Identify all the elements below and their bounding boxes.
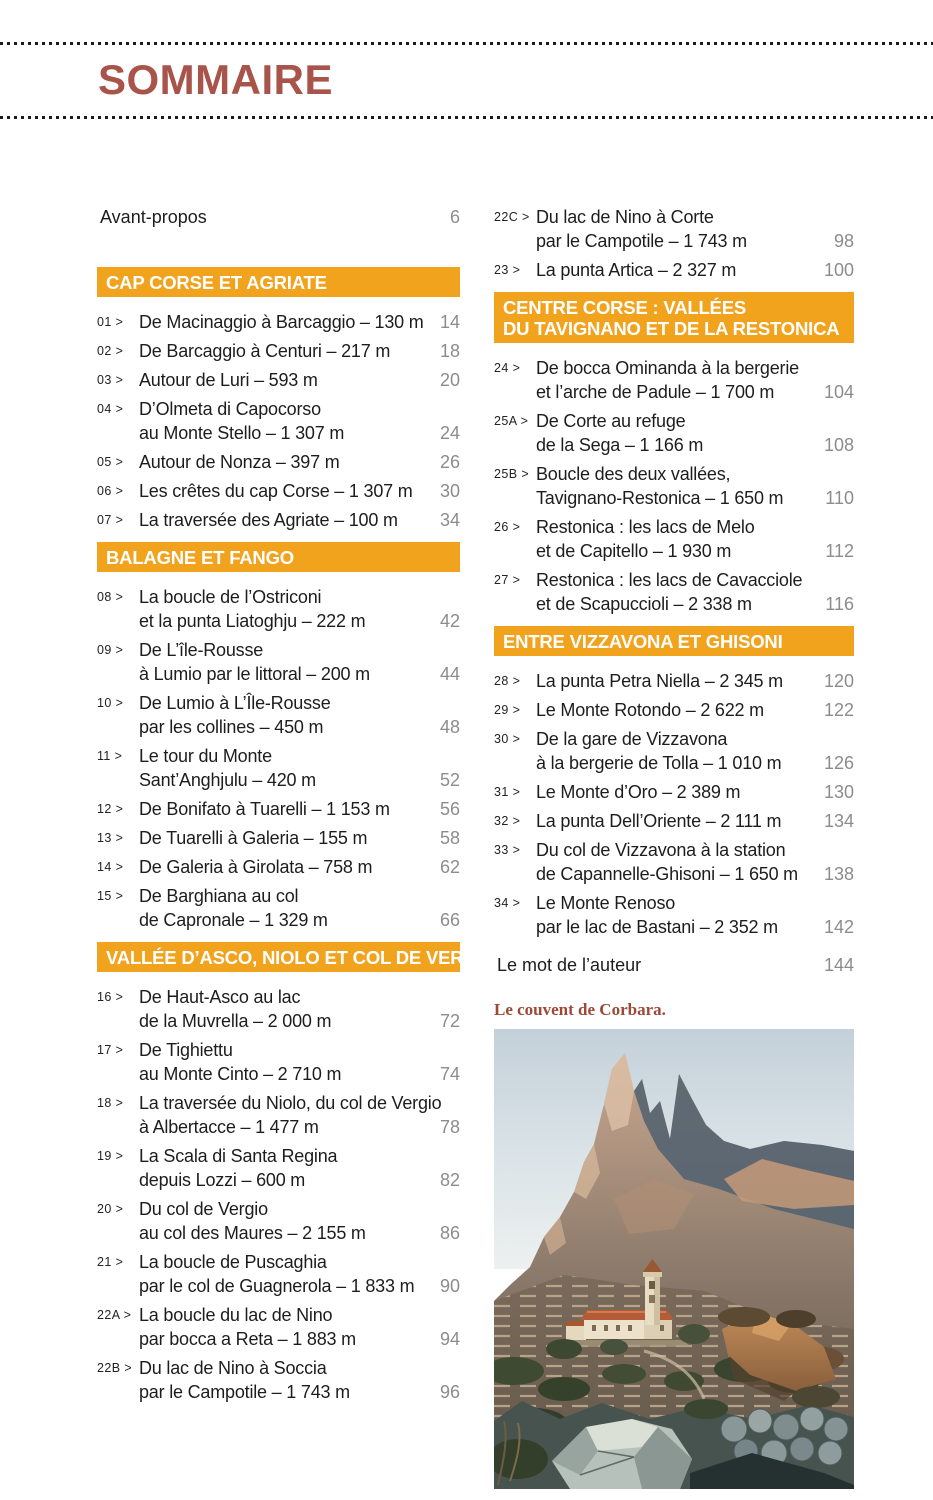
toc-column-right: [494, 205, 854, 1489]
entry-title-line: à Lumio par le littoral – 200 m: [139, 664, 370, 684]
entry-title: [139, 1197, 432, 1245]
entry-title: [139, 884, 432, 932]
entry-number: 04 >: [97, 402, 124, 416]
entry-number: 11 >: [97, 749, 123, 763]
entry-title: [536, 698, 816, 722]
front-matter-row: [100, 205, 460, 229]
entry-title-line: par le col de Guagnerola – 1 833 m: [139, 1276, 415, 1296]
entry-title-line: De Corte au refuge: [536, 411, 686, 431]
entry-number: 20 >: [97, 1202, 124, 1216]
entry-number: 28 >: [494, 674, 521, 688]
photo-illustration: [494, 1029, 854, 1489]
entry-title-line: de la Muvrella – 2 000 m: [139, 1011, 332, 1031]
toc-entry: [494, 727, 854, 775]
entry-title: [536, 515, 817, 563]
entry-title-line: De Bonifato à Tuarelli – 1 153 m: [139, 799, 390, 819]
entry-title-line: La punta Dell’Oriente – 2 111 m: [536, 811, 782, 831]
toc-entry: [97, 1356, 460, 1404]
entry-number: 18 >: [97, 1096, 124, 1110]
section-header-balagne: [97, 542, 460, 572]
toc-entry: [494, 258, 854, 282]
entry-title: [139, 691, 432, 739]
entry-page-number: 18: [439, 341, 460, 361]
entry-title-line: La traversée du Niolo, du col de Vergio: [139, 1093, 442, 1113]
toc-entry: [494, 205, 854, 253]
toc-entry: [97, 1303, 460, 1351]
entry-number: 22A >: [97, 1308, 132, 1322]
entry-page-number: 72: [439, 1011, 460, 1031]
entry-page-number: 98: [833, 231, 854, 251]
entry-title-line: La boucle de Puscaghia: [139, 1252, 327, 1272]
entry-title: [139, 585, 432, 633]
author-note-row: [497, 953, 854, 977]
section-header-line: BALAGNE ET FANGO: [106, 547, 294, 568]
toc-entry: [494, 568, 854, 616]
entry-page-number: 142: [823, 917, 854, 937]
entry-title: [536, 891, 816, 939]
page-title: SOMMAIRE: [98, 56, 333, 103]
entry-page-number: 120: [823, 671, 854, 691]
entry-page-number: 138: [823, 864, 854, 884]
entry-title-line: par le Campotile – 1 743 m: [536, 231, 747, 251]
entry-title: [536, 838, 816, 886]
entry-number: 26 >: [494, 520, 521, 534]
toc-entry: [97, 585, 460, 633]
entry-title-line: à la bergerie de Tolla – 1 010 m: [536, 753, 782, 773]
entry-title: [536, 356, 816, 404]
photo-couvent-corbara: [494, 1029, 854, 1489]
entry-number: 07 >: [97, 513, 124, 527]
entry-title: [139, 397, 432, 445]
entry-title: [139, 1250, 432, 1298]
entry-title-line: De Galeria à Girolata – 758 m: [139, 857, 373, 877]
entry-title: [536, 809, 816, 833]
entry-title-line: De bocca Ominanda à la bergerie: [536, 358, 799, 378]
entry-page-number: 24: [439, 423, 460, 443]
entry-title-line: De Macinaggio à Barcaggio – 130 m: [139, 312, 424, 332]
entry-title-line: Du col de Vizzavona à la station: [536, 840, 786, 860]
toc-entry: [97, 479, 460, 503]
entry-number: 02 >: [97, 344, 124, 358]
toc-entry: [494, 669, 854, 693]
entry-page-number: 108: [823, 435, 854, 455]
entry-title-line: Boucle des deux vallées,: [536, 464, 731, 484]
entry-title-line: Le tour du Monte: [139, 746, 272, 766]
toc-entry: [97, 397, 460, 445]
toc-entry: [97, 1197, 460, 1245]
entry-number: 06 >: [97, 484, 124, 498]
entry-title-line: au Monte Cinto – 2 710 m: [139, 1064, 342, 1084]
entry-number: 14 >: [97, 860, 124, 874]
entry-title-line: Restonica : les lacs de Cavacciole: [536, 570, 803, 590]
toc-entry: [97, 744, 460, 792]
entry-title-line: à Albertacce – 1 477 m: [139, 1117, 319, 1137]
entry-page-number: 74: [439, 1064, 460, 1084]
entry-title: [139, 826, 432, 850]
entry-title-line: Autour de Luri – 593 m: [139, 370, 318, 390]
toc-entry: [494, 838, 854, 886]
entry-title-line: Restonica : les lacs de Melo: [536, 517, 755, 537]
toc-entry: [97, 508, 460, 532]
author-note-label: Le mot de l’auteur: [497, 955, 642, 975]
entry-title-line: par les collines – 450 m: [139, 717, 324, 737]
entry-number: 16 >: [97, 990, 124, 1004]
toc-entry: [97, 1250, 460, 1298]
entry-title: [139, 339, 432, 363]
entry-title: [536, 568, 817, 616]
entry-number: 27 >: [494, 573, 521, 587]
entry-title: [139, 985, 432, 1033]
entry-title-line: La boucle de l’Ostriconi: [139, 587, 322, 607]
entry-title-line: De Haut-Asco au lac: [139, 987, 301, 1007]
front-matter-label: Avant-propos: [100, 207, 207, 227]
entry-number: 13 >: [97, 831, 124, 845]
entry-page-number: 116: [825, 594, 854, 614]
entry-number: 01 >: [97, 315, 124, 329]
section-header-centre-corse: [494, 292, 854, 343]
entry-title-line: et de Capitello – 1 930 m: [536, 541, 732, 561]
toc-entry: [97, 1144, 460, 1192]
entry-title-line: Autour de Nonza – 397 m: [139, 452, 340, 472]
entry-title: [139, 368, 432, 392]
entry-page-number: 34: [439, 510, 460, 530]
toc-entry: [97, 1091, 460, 1139]
entry-page-number: 100: [823, 260, 854, 280]
entry-page-number: 52: [439, 770, 460, 790]
entry-title-line: De la gare de Vizzavona: [536, 729, 728, 749]
entry-page-number: 82: [439, 1170, 460, 1190]
entry-number: 25B >: [494, 467, 530, 481]
front-matter-page-number: 6: [449, 207, 460, 227]
toc-entry: [97, 826, 460, 850]
entry-page-number: 126: [823, 753, 854, 773]
toc-entry: [97, 310, 460, 334]
entry-page-number: 110: [825, 488, 854, 508]
entry-title: [139, 744, 432, 792]
entry-number: 32 >: [494, 814, 521, 828]
toc-column-left: [97, 205, 497, 1489]
entry-title-line: La punta Petra Niella – 2 345 m: [536, 671, 783, 691]
dotted-rule-bottom: [0, 116, 933, 119]
entry-page-number: 44: [439, 664, 460, 684]
section-header-cap-corse: [97, 267, 460, 297]
entry-title-line: de Capronale – 1 329 m: [139, 910, 328, 930]
entry-title: [139, 479, 432, 503]
entry-page-number: 14: [439, 312, 460, 332]
toc-entry: [97, 638, 460, 686]
entry-number: 24 >: [494, 361, 521, 375]
toc-entry: [494, 809, 854, 833]
entry-number: 34 >: [494, 896, 521, 910]
entry-title-line: par le lac de Bastani – 2 352 m: [536, 917, 778, 937]
entry-title-line: De Barcaggio à Centuri – 217 m: [139, 341, 391, 361]
toc-entry: [494, 356, 854, 404]
entry-page-number: 48: [439, 717, 460, 737]
entry-number: 17 >: [97, 1043, 124, 1057]
entry-title: [139, 1091, 442, 1139]
entry-number: 22B >: [97, 1361, 133, 1375]
entry-title: [139, 310, 432, 334]
entry-page-number: 96: [439, 1382, 460, 1402]
toc-entry: [97, 450, 460, 474]
entry-number: 15 >: [97, 889, 124, 903]
entry-title: [139, 1144, 432, 1192]
entry-title-line: La boucle du lac de Nino: [139, 1305, 333, 1325]
entry-title: [536, 205, 826, 253]
entry-title: [139, 1038, 432, 1086]
entry-page-number: 66: [439, 910, 460, 930]
entry-title-line: La punta Artica – 2 327 m: [536, 260, 737, 280]
entry-title: [536, 258, 816, 282]
entry-page-number: 30: [439, 481, 460, 501]
toc-entry: [494, 515, 854, 563]
entry-title: [139, 638, 432, 686]
entry-title-line: Du lac de Nino à Corte: [536, 207, 714, 227]
entry-title-line: et de Scapuccioli – 2 338 m: [536, 594, 752, 614]
entry-title-line: De Lumio à L’Île-Rousse: [139, 693, 331, 713]
entry-title-line: Du lac de Nino à Soccia: [139, 1358, 327, 1378]
entry-page-number: 122: [823, 700, 854, 720]
entry-page-number: 112: [825, 541, 854, 561]
entry-page-number: 104: [823, 382, 854, 402]
entry-title-line: et la punta Liatoghju – 222 m: [139, 611, 366, 631]
toc-entry: [97, 368, 460, 392]
entry-title-line: de la Sega – 1 166 m: [536, 435, 704, 455]
entry-page-number: 134: [823, 811, 854, 831]
toc-entry: [494, 698, 854, 722]
entry-number: 21 >: [97, 1255, 124, 1269]
entry-title-line: au col des Maures – 2 155 m: [139, 1223, 366, 1243]
entry-title-line: depuis Lozzi – 600 m: [139, 1170, 306, 1190]
entry-title-line: au Monte Stello – 1 307 m: [139, 423, 345, 443]
toc-entry: [494, 462, 854, 510]
toc-entry: [97, 691, 460, 739]
entry-number: 29 >: [494, 703, 521, 717]
entry-page-number: 26: [439, 452, 460, 472]
toc-entry: [97, 855, 460, 879]
entry-title-line: et l’arche de Padule – 1 700 m: [536, 382, 775, 402]
section-header-line: CENTRE CORSE : VALLÉES: [503, 297, 746, 318]
entry-title-line: De Tuarelli à Galeria – 155 m: [139, 828, 368, 848]
entry-title-line: La traversée des Agriate – 100 m: [139, 510, 398, 530]
entry-number: 23 >: [494, 263, 521, 277]
entry-title-line: De L’île-Rousse: [139, 640, 264, 660]
entry-number: 22C >: [494, 210, 530, 224]
entry-title: [139, 855, 432, 879]
toc-entry: [97, 797, 460, 821]
entry-number: 09 >: [97, 643, 124, 657]
entry-title-line: Le Monte d’Oro – 2 389 m: [536, 782, 741, 802]
entry-page-number: 90: [439, 1276, 460, 1296]
entry-page-number: 62: [439, 857, 460, 877]
entry-title: [536, 727, 816, 775]
section-header-vizzavona: [494, 626, 854, 656]
entry-number: 25A >: [494, 414, 529, 428]
section-header-line: CAP CORSE ET AGRIATE: [106, 272, 327, 293]
section-header-vallee-asco: [97, 942, 497, 972]
entry-page-number: 42: [439, 611, 460, 631]
entry-title-line: Le Monte Renoso: [536, 893, 676, 913]
toc-entry: [494, 409, 854, 457]
entry-number: 03 >: [97, 373, 124, 387]
entry-page-number: 86: [439, 1223, 460, 1243]
toc-columns: [97, 205, 854, 1489]
entry-title-line: Tavignano-Restonica – 1 650 m: [536, 488, 784, 508]
author-note-page-number: 144: [823, 955, 854, 975]
entry-number: 31 >: [494, 785, 521, 799]
entry-title-line: par le Campotile – 1 743 m: [139, 1382, 350, 1402]
toc-entry: [97, 884, 460, 932]
entry-title: [139, 1303, 432, 1351]
entry-page-number: 94: [439, 1329, 460, 1349]
entry-number: 10 >: [97, 696, 124, 710]
entry-number: 33 >: [494, 843, 521, 857]
entry-page-number: 78: [439, 1117, 460, 1137]
entry-title: [536, 780, 816, 804]
entry-title: [139, 508, 432, 532]
entry-title: [139, 797, 432, 821]
entry-page-number: 56: [439, 799, 460, 819]
dotted-rule-top: [0, 42, 933, 45]
toc-entry: [494, 780, 854, 804]
entry-title-line: Du col de Vergio: [139, 1199, 268, 1219]
section-header-line: ENTRE VIZZAVONA ET GHISONI: [503, 631, 783, 652]
entry-number: 05 >: [97, 455, 124, 469]
entry-number: 19 >: [97, 1149, 124, 1163]
entry-page-number: 20: [439, 370, 460, 390]
photo-caption: Le couvent de Corbara.: [494, 1000, 666, 1019]
entry-title: [536, 462, 817, 510]
entry-title: [139, 450, 432, 474]
section-header-line: DU TAVIGNANO ET DE LA RESTONICA: [503, 318, 840, 339]
section-header-line: VALLÉE D’ASCO, NIOLO ET COL DE VERGIO: [106, 947, 497, 968]
entry-title-line: De Barghiana au col: [139, 886, 299, 906]
entry-title-line: La Scala di Santa Regina: [139, 1146, 338, 1166]
entry-title-line: Sant’Anghjulu – 420 m: [139, 770, 316, 790]
toc-entry: [97, 985, 460, 1033]
entry-title-line: par bocca a Reta – 1 883 m: [139, 1329, 356, 1349]
entry-title: [536, 409, 816, 457]
entry-title-line: De Tighiettu: [139, 1040, 233, 1060]
entry-page-number: 130: [823, 782, 854, 802]
entry-title-line: de Capannelle-Ghisoni – 1 650 m: [536, 864, 798, 884]
entry-page-number: 58: [439, 828, 460, 848]
entry-number: 30 >: [494, 732, 521, 746]
entry-title: [139, 1356, 432, 1404]
entry-title-line: D’Olmeta di Capocorso: [139, 399, 321, 419]
entry-number: 12 >: [97, 802, 124, 816]
toc-entry: [97, 339, 460, 363]
entry-title-line: Le Monte Rotondo – 2 622 m: [536, 700, 764, 720]
toc-entry: [97, 1038, 460, 1086]
entry-title: [536, 669, 816, 693]
toc-entry: [494, 891, 854, 939]
entry-number: 08 >: [97, 590, 124, 604]
entry-title-line: Les crêtes du cap Corse – 1 307 m: [139, 481, 413, 501]
